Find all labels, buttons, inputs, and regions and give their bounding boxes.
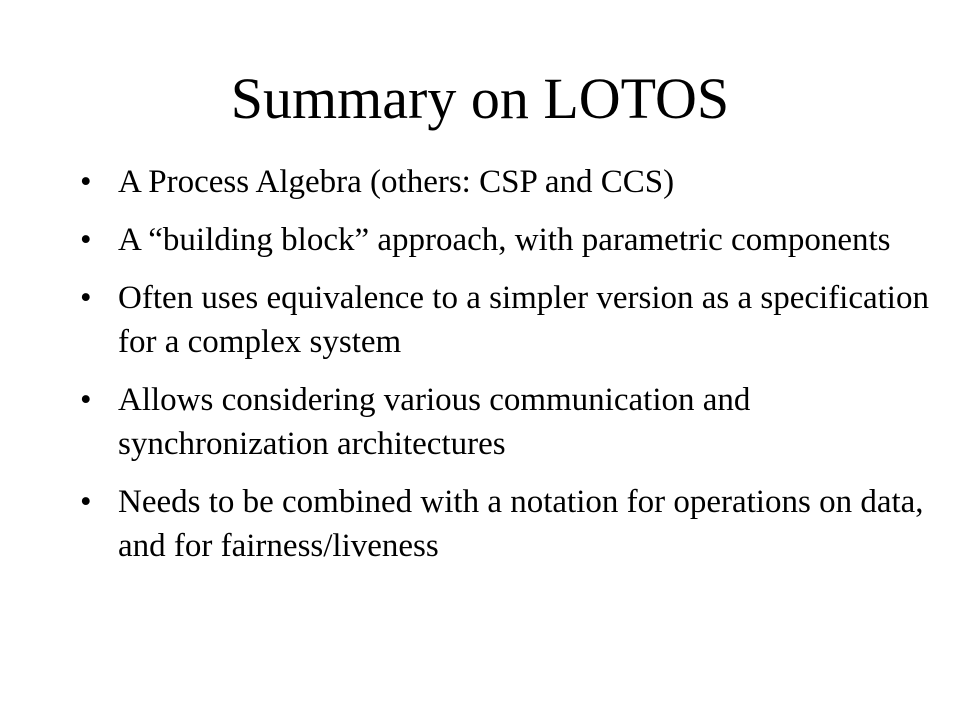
- bullet-text: Allows considering various communication and synchronization architectures: [118, 382, 751, 462]
- bullet-text: A Process Algebra (others: CSP and CCS): [118, 164, 675, 200]
- bullet-marker: •: [80, 484, 92, 520]
- bullet-text: Often uses equivalence to a simpler version as a specification for a complex system: [118, 280, 929, 360]
- slide-title: Summary on LOTOS: [230, 66, 730, 131]
- bullet-item: [80, 378, 940, 466]
- bullet-item: [80, 480, 940, 568]
- bullet-text: A “building block” approach, with parametric components: [118, 222, 891, 258]
- bullet-item: [80, 276, 940, 364]
- bullet-marker: •: [80, 222, 92, 258]
- bullet-marker: •: [80, 280, 92, 316]
- bullet-item: [80, 160, 940, 204]
- bullet-list: [80, 160, 940, 582]
- bullet-text: Needs to be combined with a notation for operations on data, and for fairness/liveness: [118, 484, 924, 564]
- bullet-item: [80, 218, 940, 262]
- bullet-marker: •: [80, 382, 92, 418]
- bullet-marker: •: [80, 164, 92, 200]
